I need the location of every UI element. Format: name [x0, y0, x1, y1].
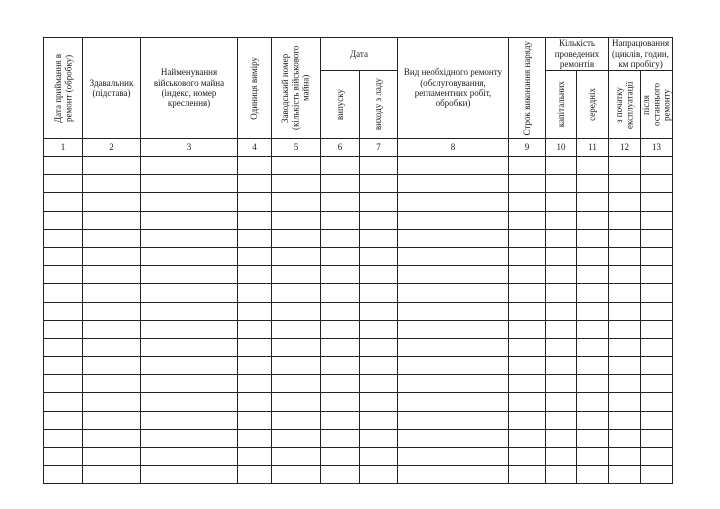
table-cell[interactable] — [360, 320, 398, 338]
table-cell[interactable] — [83, 266, 141, 284]
table-cell[interactable] — [577, 229, 609, 247]
table-cell[interactable] — [360, 357, 398, 375]
header-operating-since-start: з початку експлуатації — [609, 71, 641, 139]
table-cell[interactable] — [609, 448, 641, 466]
table-cell[interactable] — [360, 393, 398, 411]
repair-journal-table — [43, 37, 673, 484]
table-cell[interactable] — [577, 247, 609, 265]
table-cell[interactable] — [238, 357, 272, 375]
table-cell[interactable] — [238, 429, 272, 447]
table-row — [44, 266, 673, 284]
table-cell[interactable] — [141, 266, 238, 284]
table-row — [44, 175, 673, 193]
table-cell[interactable] — [321, 247, 360, 265]
header-date-failure: виходу з ладу — [360, 71, 398, 139]
table-cell[interactable] — [577, 266, 609, 284]
table-cell[interactable] — [272, 411, 321, 429]
table-cell[interactable] — [360, 448, 398, 466]
table-cell[interactable] — [321, 175, 360, 193]
table-cell[interactable] — [398, 193, 509, 211]
table-cell[interactable] — [238, 266, 272, 284]
table-cell[interactable] — [509, 357, 546, 375]
table-cell[interactable] — [321, 411, 360, 429]
header-date-group: Дата — [321, 38, 398, 71]
header-donor: Здавальник (підстава) — [83, 38, 141, 139]
table-cell[interactable] — [577, 211, 609, 229]
table-cell[interactable] — [509, 429, 546, 447]
table-cell[interactable] — [360, 193, 398, 211]
table-cell[interactable] — [272, 193, 321, 211]
table-cell[interactable] — [398, 429, 509, 447]
table-cell[interactable] — [609, 175, 641, 193]
table-cell[interactable] — [641, 448, 673, 466]
table-cell[interactable] — [272, 429, 321, 447]
table-cell[interactable] — [398, 175, 509, 193]
table-cell[interactable] — [44, 175, 83, 193]
table-cell[interactable] — [83, 357, 141, 375]
table-cell[interactable] — [83, 157, 141, 175]
header-date-received: Дата приймання в ремонт (обробку) — [44, 38, 83, 139]
table-cell[interactable] — [360, 302, 398, 320]
table-row — [44, 393, 673, 411]
table-cell[interactable] — [238, 193, 272, 211]
table-cell[interactable] — [577, 320, 609, 338]
table-cell[interactable] — [609, 229, 641, 247]
table-cell[interactable] — [321, 466, 360, 484]
table-cell[interactable] — [272, 247, 321, 265]
table-cell[interactable] — [546, 338, 577, 356]
table-cell[interactable] — [509, 320, 546, 338]
table-cell[interactable] — [546, 266, 577, 284]
table-cell[interactable] — [44, 193, 83, 211]
table-cell[interactable] — [272, 466, 321, 484]
table-cell[interactable] — [321, 302, 360, 320]
table-cell[interactable] — [238, 320, 272, 338]
table-row — [44, 411, 673, 429]
table-cell[interactable] — [509, 338, 546, 356]
table-row — [44, 211, 673, 229]
table-cell[interactable] — [238, 247, 272, 265]
table-cell[interactable] — [44, 229, 83, 247]
table-cell[interactable] — [83, 320, 141, 338]
table-cell[interactable] — [141, 375, 238, 393]
table-cell[interactable] — [509, 157, 546, 175]
table-cell[interactable] — [360, 247, 398, 265]
column-number: 3 — [141, 139, 238, 157]
table-cell[interactable] — [609, 393, 641, 411]
table-cell[interactable] — [577, 411, 609, 429]
table-cell[interactable] — [577, 466, 609, 484]
table-cell[interactable] — [321, 229, 360, 247]
table-cell[interactable] — [609, 193, 641, 211]
table-cell[interactable] — [83, 284, 141, 302]
table-cell[interactable] — [238, 411, 272, 429]
table-cell[interactable] — [609, 375, 641, 393]
table-cell[interactable] — [83, 302, 141, 320]
table-cell[interactable] — [641, 193, 673, 211]
table-cell[interactable] — [83, 193, 141, 211]
table-cell[interactable] — [546, 357, 577, 375]
table-cell[interactable] — [321, 375, 360, 393]
table-cell[interactable] — [398, 247, 509, 265]
table-cell[interactable] — [141, 175, 238, 193]
column-number: 2 — [83, 139, 141, 157]
table-cell[interactable] — [641, 211, 673, 229]
table-cell[interactable] — [360, 211, 398, 229]
table-cell[interactable] — [238, 393, 272, 411]
table-cell[interactable] — [360, 466, 398, 484]
table-cell[interactable] — [509, 229, 546, 247]
table-cell[interactable] — [546, 320, 577, 338]
table-cell[interactable] — [398, 448, 509, 466]
table-cell[interactable] — [44, 157, 83, 175]
table-row — [44, 375, 673, 393]
table-cell[interactable] — [321, 211, 360, 229]
column-number: 10 — [546, 139, 577, 157]
table-cell[interactable] — [238, 211, 272, 229]
table-row — [44, 247, 673, 265]
table-cell[interactable] — [83, 211, 141, 229]
table-cell[interactable] — [238, 175, 272, 193]
table-cell[interactable] — [546, 175, 577, 193]
table-cell[interactable] — [321, 266, 360, 284]
table-cell[interactable] — [509, 193, 546, 211]
table-cell[interactable] — [321, 429, 360, 447]
table-cell[interactable] — [83, 411, 141, 429]
table-cell[interactable] — [509, 247, 546, 265]
column-number: 13 — [641, 139, 673, 157]
table-cell[interactable] — [398, 466, 509, 484]
table-cell[interactable] — [141, 302, 238, 320]
table-cell[interactable] — [321, 157, 360, 175]
table-cell[interactable] — [141, 393, 238, 411]
table-cell[interactable] — [44, 211, 83, 229]
table-cell[interactable] — [360, 266, 398, 284]
table-cell[interactable] — [641, 429, 673, 447]
table-cell[interactable] — [272, 266, 321, 284]
table-cell[interactable] — [509, 211, 546, 229]
table-cell[interactable] — [398, 357, 509, 375]
column-number: 1 — [44, 139, 83, 157]
table-cell[interactable] — [577, 393, 609, 411]
table-cell[interactable] — [272, 393, 321, 411]
table-cell[interactable] — [44, 357, 83, 375]
table-cell[interactable] — [577, 338, 609, 356]
table-cell[interactable] — [272, 229, 321, 247]
header-operating-group: Напрацювання (циклів, годин, км пробігу) — [609, 38, 673, 71]
table-cell[interactable] — [546, 448, 577, 466]
table-row — [44, 284, 673, 302]
table-cell[interactable] — [546, 211, 577, 229]
table-cell[interactable] — [509, 448, 546, 466]
table-cell[interactable] — [398, 393, 509, 411]
table-cell[interactable] — [360, 411, 398, 429]
table-cell[interactable] — [509, 175, 546, 193]
table-cell[interactable] — [546, 302, 577, 320]
table-cell[interactable] — [238, 229, 272, 247]
table-cell[interactable] — [44, 375, 83, 393]
table-cell[interactable] — [141, 411, 238, 429]
table-cell[interactable] — [609, 411, 641, 429]
table-row — [44, 157, 673, 175]
table-cell[interactable] — [577, 175, 609, 193]
table-cell[interactable] — [546, 247, 577, 265]
table-cell[interactable] — [546, 157, 577, 175]
table-cell[interactable] — [641, 247, 673, 265]
table-cell[interactable] — [83, 247, 141, 265]
table-cell[interactable] — [238, 157, 272, 175]
table-cell[interactable] — [577, 429, 609, 447]
table-cell[interactable] — [83, 175, 141, 193]
table-cell[interactable] — [546, 193, 577, 211]
table-cell[interactable] — [321, 193, 360, 211]
table-cell[interactable] — [641, 320, 673, 338]
table-cell[interactable] — [238, 466, 272, 484]
table-cell[interactable] — [577, 193, 609, 211]
table-cell[interactable] — [641, 157, 673, 175]
table-cell[interactable] — [546, 284, 577, 302]
table-cell[interactable] — [641, 375, 673, 393]
table-row — [44, 466, 673, 484]
table-cell[interactable] — [609, 302, 641, 320]
table-cell[interactable] — [272, 211, 321, 229]
table-cell[interactable] — [360, 284, 398, 302]
table-cell[interactable] — [641, 466, 673, 484]
column-number: 6 — [321, 139, 360, 157]
table-cell[interactable] — [609, 266, 641, 284]
table-cell[interactable] — [272, 157, 321, 175]
table-cell[interactable] — [238, 284, 272, 302]
table-row — [44, 302, 673, 320]
table-cell[interactable] — [509, 466, 546, 484]
table-cell[interactable] — [272, 448, 321, 466]
table-cell[interactable] — [83, 429, 141, 447]
table-cell[interactable] — [141, 229, 238, 247]
table-cell[interactable] — [83, 229, 141, 247]
table-cell[interactable] — [141, 320, 238, 338]
table-row — [44, 320, 673, 338]
column-number: 5 — [272, 139, 321, 157]
table-cell[interactable] — [641, 411, 673, 429]
table-cell[interactable] — [83, 466, 141, 484]
table-row — [44, 338, 673, 356]
table-cell[interactable] — [509, 266, 546, 284]
table-cell[interactable] — [321, 338, 360, 356]
table-cell[interactable] — [44, 338, 83, 356]
table-cell[interactable] — [141, 466, 238, 484]
column-number: 8 — [398, 139, 509, 157]
table-cell[interactable] — [641, 229, 673, 247]
table-cell[interactable] — [609, 157, 641, 175]
table-cell[interactable] — [44, 393, 83, 411]
table-cell[interactable] — [272, 284, 321, 302]
table-cell[interactable] — [321, 448, 360, 466]
column-number: 7 — [360, 139, 398, 157]
table-cell[interactable] — [546, 429, 577, 447]
table-cell[interactable] — [546, 375, 577, 393]
table-cell[interactable] — [577, 375, 609, 393]
table-cell[interactable] — [398, 302, 509, 320]
header-date-release: випуску — [321, 71, 360, 139]
header-operating-since-last: після останнього ремонту — [641, 71, 673, 139]
table-cell[interactable] — [360, 229, 398, 247]
table-cell[interactable] — [83, 375, 141, 393]
table-cell[interactable] — [360, 429, 398, 447]
table-cell[interactable] — [577, 357, 609, 375]
table-cell[interactable] — [272, 320, 321, 338]
header-repairs-capital: капітальних — [546, 71, 577, 139]
table-cell[interactable] — [609, 429, 641, 447]
header-repairs-group: Кількість проведених ремонтів — [546, 38, 609, 71]
table-cell[interactable] — [44, 302, 83, 320]
header-deadline: Строк виконання наряду — [509, 38, 546, 139]
table-cell[interactable] — [641, 357, 673, 375]
table-cell[interactable] — [238, 302, 272, 320]
table-row — [44, 429, 673, 447]
table-cell[interactable] — [238, 448, 272, 466]
table-cell[interactable] — [398, 266, 509, 284]
table-cell[interactable] — [83, 338, 141, 356]
table-cell[interactable] — [44, 247, 83, 265]
table-cell[interactable] — [321, 393, 360, 411]
table-cell[interactable] — [141, 338, 238, 356]
header-repairs-medium: середніх — [577, 71, 609, 139]
table-cell[interactable] — [360, 157, 398, 175]
table-cell[interactable] — [44, 266, 83, 284]
table-cell[interactable] — [141, 193, 238, 211]
table-cell[interactable] — [44, 320, 83, 338]
table-cell[interactable] — [141, 429, 238, 447]
table-cell[interactable] — [272, 175, 321, 193]
table-cell[interactable] — [577, 284, 609, 302]
table-cell[interactable] — [398, 284, 509, 302]
table-cell[interactable] — [360, 175, 398, 193]
header-serial-number: Заводський номер (кількість військового майна) — [272, 38, 321, 139]
table-cell[interactable] — [641, 266, 673, 284]
table-cell[interactable] — [360, 338, 398, 356]
table-cell[interactable] — [398, 375, 509, 393]
table-cell[interactable] — [272, 302, 321, 320]
table-cell[interactable] — [238, 375, 272, 393]
table-cell[interactable] — [44, 429, 83, 447]
table-cell[interactable] — [641, 393, 673, 411]
table-cell[interactable] — [272, 338, 321, 356]
table-cell[interactable] — [141, 211, 238, 229]
table-cell[interactable] — [272, 357, 321, 375]
table-cell[interactable] — [577, 448, 609, 466]
table-cell[interactable] — [509, 393, 546, 411]
table-cell[interactable] — [641, 175, 673, 193]
table-cell[interactable] — [641, 302, 673, 320]
table-cell[interactable] — [509, 411, 546, 429]
table-cell[interactable] — [546, 411, 577, 429]
table-row — [44, 357, 673, 375]
table-cell[interactable] — [141, 284, 238, 302]
header-repair-type: Вид необхідного ремонту (обслуговування, регламентних робіт, обробки) — [398, 38, 509, 139]
table-row — [44, 193, 673, 211]
column-number: 4 — [238, 139, 272, 157]
table-cell[interactable] — [609, 247, 641, 265]
table-cell[interactable] — [44, 466, 83, 484]
header-unit: Одиниця виміру — [238, 38, 272, 139]
table-cell[interactable] — [44, 411, 83, 429]
table-row — [44, 229, 673, 247]
table-cell[interactable] — [609, 466, 641, 484]
table-cell[interactable] — [398, 320, 509, 338]
table-cell[interactable] — [609, 338, 641, 356]
table-cell[interactable] — [577, 302, 609, 320]
table-cell[interactable] — [83, 393, 141, 411]
table-cell[interactable] — [398, 411, 509, 429]
column-number: 9 — [509, 139, 546, 157]
table-cell[interactable] — [609, 357, 641, 375]
table-cell[interactable] — [641, 284, 673, 302]
table-cell[interactable] — [509, 284, 546, 302]
table-cell[interactable] — [141, 247, 238, 265]
table-cell[interactable] — [360, 375, 398, 393]
table-cell[interactable] — [238, 338, 272, 356]
table-row — [44, 448, 673, 466]
table-cell[interactable] — [141, 448, 238, 466]
table-cell[interactable] — [609, 320, 641, 338]
table-cell[interactable] — [321, 357, 360, 375]
table-cell[interactable] — [509, 302, 546, 320]
header-item-name: Найменування військового майна (індекс, номер креслення) — [141, 38, 238, 139]
table-cell[interactable] — [398, 338, 509, 356]
journal-sheet — [43, 37, 673, 484]
table-cell[interactable] — [546, 393, 577, 411]
table-cell[interactable] — [141, 157, 238, 175]
table-cell[interactable] — [83, 448, 141, 466]
table-cell[interactable] — [321, 320, 360, 338]
column-number: 11 — [577, 139, 609, 157]
table-cell[interactable] — [321, 284, 360, 302]
table-cell[interactable] — [546, 466, 577, 484]
table-cell[interactable] — [398, 211, 509, 229]
table-cell[interactable] — [44, 448, 83, 466]
table-cell[interactable] — [546, 229, 577, 247]
table-cell[interactable] — [577, 157, 609, 175]
table-cell[interactable] — [272, 375, 321, 393]
table-cell[interactable] — [609, 211, 641, 229]
column-number: 12 — [609, 139, 641, 157]
table-cell[interactable] — [398, 229, 509, 247]
table-cell[interactable] — [44, 284, 83, 302]
table-cell[interactable] — [141, 357, 238, 375]
table-cell[interactable] — [398, 157, 509, 175]
column-number-row — [44, 139, 673, 157]
table-cell[interactable] — [509, 375, 546, 393]
table-cell[interactable] — [609, 284, 641, 302]
table-cell[interactable] — [641, 338, 673, 356]
